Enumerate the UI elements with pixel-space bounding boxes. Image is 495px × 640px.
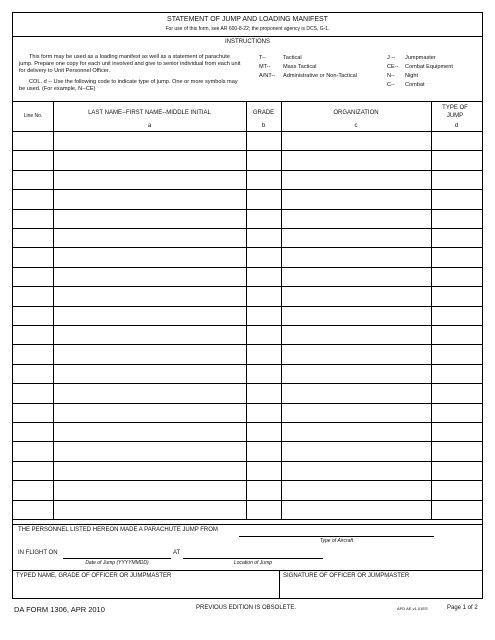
name-cell[interactable] bbox=[54, 501, 245, 519]
grade-cell[interactable] bbox=[247, 423, 280, 441]
aircraft-caption: Type of Aircraft bbox=[319, 538, 354, 544]
organization-cell[interactable] bbox=[282, 268, 430, 286]
type-of-jump-cell[interactable] bbox=[432, 307, 481, 325]
organization-cell[interactable] bbox=[282, 190, 430, 208]
code-desc: Tactical bbox=[283, 55, 302, 61]
organization-cell[interactable] bbox=[282, 229, 430, 247]
col-letter-c: c bbox=[354, 123, 358, 129]
name-cell[interactable] bbox=[54, 210, 245, 228]
name-cell[interactable] bbox=[54, 345, 245, 363]
type-of-jump-cell[interactable] bbox=[432, 462, 481, 480]
line-no-cell[interactable] bbox=[14, 307, 52, 325]
table-row bbox=[13, 268, 482, 286]
name-cell[interactable] bbox=[54, 171, 245, 189]
table-row bbox=[13, 287, 482, 305]
signature-label: SIGNATURE OF OFFICER OR JUMPMASTER bbox=[283, 573, 410, 579]
col-header-type-of-jump: TYPE OF JUMP bbox=[442, 105, 468, 119]
name-cell[interactable] bbox=[54, 384, 245, 402]
line-no-cell[interactable] bbox=[14, 481, 52, 499]
table-row bbox=[13, 210, 482, 228]
divider bbox=[13, 570, 482, 571]
table-row bbox=[13, 442, 482, 460]
col-header-line-no: Line No. bbox=[23, 113, 43, 119]
name-cell[interactable] bbox=[54, 268, 245, 286]
location-caption: Location of Jump bbox=[233, 560, 273, 566]
organization-cell[interactable] bbox=[282, 171, 430, 189]
table-row bbox=[13, 248, 482, 266]
organization-cell[interactable] bbox=[282, 287, 430, 305]
typed-name-label: TYPED NAME, GRADE OF OFFICER OR JUMPMASTER bbox=[16, 573, 172, 579]
organization-cell[interactable] bbox=[282, 501, 430, 519]
form-number: DA FORM 1306, APR 2010 bbox=[14, 605, 105, 614]
line-no-cell[interactable] bbox=[14, 384, 52, 402]
certification-statement: THE PERSONNEL LISTED HEREON MADE A PARACHUTE JUMP FROM bbox=[18, 527, 218, 533]
table-row bbox=[13, 404, 482, 422]
type-of-jump-cell[interactable] bbox=[432, 229, 481, 247]
date-of-jump-field[interactable] bbox=[63, 558, 171, 559]
line-no-cell[interactable] bbox=[14, 462, 52, 480]
in-flight-on-label: IN FLIGHT ON bbox=[18, 550, 58, 556]
code-desc: Night bbox=[405, 73, 419, 79]
table-row bbox=[13, 326, 482, 344]
type-of-jump-cell[interactable] bbox=[432, 268, 481, 286]
code: T-- bbox=[259, 55, 266, 61]
table-row bbox=[13, 462, 482, 480]
name-cell[interactable] bbox=[54, 190, 245, 208]
table-row-line bbox=[13, 519, 482, 520]
type-of-jump-cell[interactable] bbox=[432, 481, 481, 499]
code: CE-- bbox=[387, 64, 399, 70]
form-subtitle: For use of this form, see AR 600-8-22; the proponent agency is DCS, G-1. bbox=[165, 26, 330, 32]
col-letter-b: b bbox=[261, 123, 266, 129]
organization-cell[interactable] bbox=[282, 132, 430, 150]
grade-cell[interactable] bbox=[247, 481, 280, 499]
type-of-jump-cell[interactable] bbox=[432, 384, 481, 402]
grade-cell[interactable] bbox=[247, 442, 280, 460]
organization-cell[interactable] bbox=[282, 423, 430, 441]
table-row bbox=[13, 229, 482, 247]
instructions-para-1: This form may be used as a loading manifest as well as a statement of parachute jump. Prepare one copy for each unit involved and give to senior individual from each unit for delivery to Unit Personnel Officer. bbox=[19, 54, 241, 74]
organization-cell[interactable] bbox=[282, 404, 430, 422]
line-no-cell[interactable] bbox=[14, 248, 52, 266]
code: J -- bbox=[387, 55, 396, 61]
form-frame bbox=[12, 12, 483, 599]
type-of-jump-cell[interactable] bbox=[432, 442, 481, 460]
table-row bbox=[13, 481, 482, 499]
type-of-jump-cell[interactable] bbox=[432, 132, 481, 150]
grade-cell[interactable] bbox=[247, 307, 280, 325]
grade-cell[interactable] bbox=[247, 171, 280, 189]
type-of-jump-cell[interactable] bbox=[432, 190, 481, 208]
table-row bbox=[13, 384, 482, 402]
grade-cell[interactable] bbox=[247, 365, 280, 383]
code-desc: Combat Equipment bbox=[405, 64, 453, 70]
name-cell[interactable] bbox=[54, 365, 245, 383]
at-label: AT bbox=[173, 550, 181, 556]
grade-cell[interactable] bbox=[247, 210, 280, 228]
type-of-jump-cell[interactable] bbox=[432, 210, 481, 228]
code-desc: Combat bbox=[405, 82, 425, 88]
organization-cell[interactable] bbox=[282, 481, 430, 499]
code-desc: Mass Tactical bbox=[283, 64, 317, 70]
page-number: Page 1 of 2 bbox=[447, 605, 478, 611]
code-list-left bbox=[259, 55, 357, 80]
divider bbox=[13, 524, 482, 525]
grade-cell[interactable] bbox=[247, 326, 280, 344]
grade-cell[interactable] bbox=[247, 268, 280, 286]
col-letter-d: d bbox=[454, 123, 459, 129]
table-row bbox=[13, 151, 482, 169]
previous-edition-note: PREVIOUS EDITION IS OBSOLETE. bbox=[196, 605, 297, 611]
col-header-organization: ORGANIZATION bbox=[333, 110, 379, 116]
grade-cell[interactable] bbox=[247, 190, 280, 208]
instructions-para-2: COL. d -- Use the following code to indicate type of jump. One or more symbols may be used. (For example, N--CE) bbox=[19, 79, 238, 92]
organization-cell[interactable] bbox=[282, 248, 430, 266]
grade-cell[interactable] bbox=[247, 151, 280, 169]
code: C-- bbox=[387, 82, 395, 88]
type-of-jump-cell[interactable] bbox=[432, 171, 481, 189]
grade-cell[interactable] bbox=[247, 462, 280, 480]
divider bbox=[13, 36, 482, 37]
code: A/NT-- bbox=[259, 73, 276, 79]
type-of-jump-cell[interactable] bbox=[432, 151, 481, 169]
code-desc: Administrative or Non-Tactical bbox=[283, 73, 357, 79]
type-of-jump-cell[interactable] bbox=[432, 501, 481, 519]
name-cell[interactable] bbox=[54, 404, 245, 422]
table-row bbox=[13, 307, 482, 325]
name-cell[interactable] bbox=[54, 462, 245, 480]
line-no-cell[interactable] bbox=[14, 423, 52, 441]
line-no-cell[interactable] bbox=[14, 442, 52, 460]
line-no-cell[interactable] bbox=[14, 132, 52, 150]
grade-cell[interactable] bbox=[247, 384, 280, 402]
col-header-name: LAST NAME--FIRST NAME--MIDDLE INITIAL bbox=[88, 110, 211, 116]
organization-cell[interactable] bbox=[282, 307, 430, 325]
location-field[interactable] bbox=[183, 558, 323, 559]
code: MT-- bbox=[259, 64, 271, 70]
divider bbox=[13, 101, 482, 102]
code-desc: Jumpmaster bbox=[405, 55, 436, 61]
name-cell[interactable] bbox=[54, 326, 245, 344]
typed-name-field[interactable] bbox=[14, 581, 278, 597]
line-no-cell[interactable] bbox=[14, 229, 52, 247]
grade-cell[interactable] bbox=[247, 345, 280, 363]
line-no-cell[interactable] bbox=[14, 210, 52, 228]
line-no-cell[interactable] bbox=[14, 171, 52, 189]
line-no-cell[interactable] bbox=[14, 501, 52, 519]
line-no-cell[interactable] bbox=[14, 287, 52, 305]
col-letter-a: a bbox=[147, 123, 152, 129]
table-row bbox=[13, 345, 482, 363]
date-caption: Date of Jump (YYYYMMDD) bbox=[85, 560, 149, 566]
line-no-cell[interactable] bbox=[14, 268, 52, 286]
grade-cell[interactable] bbox=[247, 287, 280, 305]
grade-cell[interactable] bbox=[247, 132, 280, 150]
table-row bbox=[13, 365, 482, 383]
apd-version: APD AE v1.01ES bbox=[397, 606, 428, 611]
line-no-cell[interactable] bbox=[14, 345, 52, 363]
code: N-- bbox=[387, 73, 395, 79]
name-cell[interactable] bbox=[54, 248, 245, 266]
type-of-jump-cell[interactable] bbox=[432, 404, 481, 422]
grade-cell[interactable] bbox=[247, 248, 280, 266]
instructions-heading: INSTRUCTIONS bbox=[225, 39, 270, 45]
name-cell[interactable] bbox=[54, 287, 245, 305]
type-of-jump-cell[interactable] bbox=[432, 248, 481, 266]
organization-cell[interactable] bbox=[282, 345, 430, 363]
table-row bbox=[13, 132, 482, 150]
line-no-cell[interactable] bbox=[14, 151, 52, 169]
table-row bbox=[13, 423, 482, 441]
code-list-right bbox=[387, 55, 453, 89]
organization-cell[interactable] bbox=[282, 326, 430, 344]
name-cell[interactable] bbox=[54, 307, 245, 325]
organization-cell[interactable] bbox=[282, 462, 430, 480]
organization-cell[interactable] bbox=[282, 365, 430, 383]
name-cell[interactable] bbox=[54, 423, 245, 441]
form-title: STATEMENT OF JUMP AND LOADING MANIFEST bbox=[167, 16, 328, 23]
divider bbox=[279, 570, 280, 598]
type-of-jump-cell[interactable] bbox=[432, 287, 481, 305]
name-cell[interactable] bbox=[54, 229, 245, 247]
aircraft-field[interactable] bbox=[239, 536, 434, 537]
line-no-cell[interactable] bbox=[14, 326, 52, 344]
name-cell[interactable] bbox=[54, 442, 245, 460]
table-row bbox=[13, 171, 482, 189]
col-header-grade: GRADE bbox=[252, 110, 275, 116]
line-no-cell[interactable] bbox=[14, 404, 52, 422]
type-of-jump-cell[interactable] bbox=[432, 345, 481, 363]
table-row bbox=[13, 501, 482, 519]
line-no-cell[interactable] bbox=[14, 365, 52, 383]
line-no-cell[interactable] bbox=[14, 190, 52, 208]
grade-cell[interactable] bbox=[247, 501, 280, 519]
grade-cell[interactable] bbox=[247, 229, 280, 247]
signature-field[interactable] bbox=[281, 581, 480, 597]
grade-cell[interactable] bbox=[247, 404, 280, 422]
name-cell[interactable] bbox=[54, 151, 245, 169]
organization-cell[interactable] bbox=[282, 151, 430, 169]
table-row bbox=[13, 190, 482, 208]
organization-cell[interactable] bbox=[282, 384, 430, 402]
type-of-jump-cell[interactable] bbox=[432, 326, 481, 344]
name-cell[interactable] bbox=[54, 481, 245, 499]
organization-cell[interactable] bbox=[282, 442, 430, 460]
type-of-jump-cell[interactable] bbox=[432, 365, 481, 383]
name-cell[interactable] bbox=[54, 132, 245, 150]
organization-cell[interactable] bbox=[282, 210, 430, 228]
type-of-jump-cell[interactable] bbox=[432, 423, 481, 441]
